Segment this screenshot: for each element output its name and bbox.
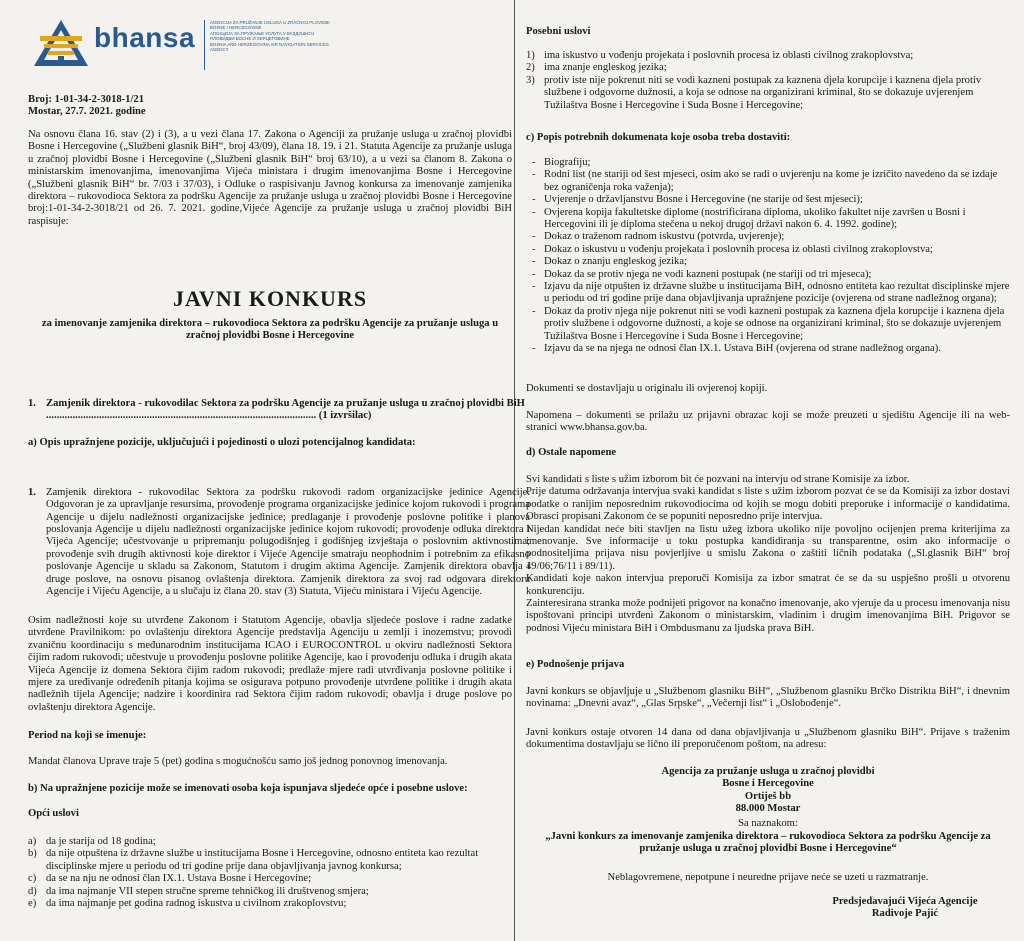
general-condition-item: a) da je starija od 18 godina; — [28, 836, 156, 847]
document-number: Broj: 1-01-34-2-3018-1/21 — [28, 94, 145, 105]
address-line: Bosne i Hercegovine — [722, 778, 814, 790]
document-subtitle: za imenovanje zamjenika direktora – rukovodioca Sektora za podršku Agencije za pružanje usluga u zračnoj plovidbi Bosne i Hercegovine — [41, 318, 499, 342]
bhansa-logo — [32, 10, 332, 80]
submission-address — [526, 766, 1010, 816]
address-line: Ortiješ bb — [744, 790, 792, 802]
period-heading: Period na koji se imenuje: — [28, 730, 147, 741]
general-conditions-heading: Opći uslovi — [28, 808, 79, 819]
section-a-paragraph: Osim nadležnosti koje su utvrđene Zakonom i Statutom Agencije, obavlja sljedeće poslove i radne zadatke utvrđene Pravilnikom: po ovlaštenju direktora Agencije predstavlja Agenciju u zemlji i inozemstvu; provodi zvaničnu koordinaciju s međunarodnim institucijama ICAO i EUROCONTROL u okviru nadležnosti Sektora čijim radom rukovodi; učestvuje u provođenju poslovne politike Agencije, kao i provođenju odluka i drugih akata Vijeća Agencije iz domena Sektora čijim radom rukovodi; predlaže mjere radi utvrđivanja poslovne politike i mjere za uređivanje određenih pitanja kojima se osigurava potpuno provođenje utvrđene politike i drugih akata nadležnih tijela Agencije; nadzire i koordinira rad Sektora čijim radom rukovodi; obavlja i druge poslove po ovlaštenju direktora Agencije. — [28, 615, 512, 713]
signature-title: Predsjedavajući Vijeća Agencije — [832, 896, 978, 907]
address-line: 88.000 Mostar — [735, 803, 801, 815]
document-item: - Dokaz o znanju engleskog jezika; — [532, 256, 687, 268]
note-paragraph: Zainteresirana stranka može podnijeti prigovor na konačno imenovanje, ako vjeruje da u procesu imenovanja nisu ispoštovani principi utvrđeni Zakonom o ministarskim, vladinim i drugim imenovanjima BiH. Prigovor se podnosi Vijeću ministara BiH i Ombdusmanu za ljudska prava BiH. — [526, 598, 1010, 634]
documents-note: Dokumenti se dostavljaju u originalu ili ovjerenoj kopiji. — [526, 383, 768, 394]
note-paragraph: Prije datuma održavanja intervjua svaki kandidat s liste s užim izborom pozvat će se da Komisiji za izbor dostavi podatke o ranijim neposrednim rukovodiocima od kojih se mogu dobiti preporuke i informacije o kandidatima. Obrasci propisani Zakonom će se popuniti neposredno prije intervjua. — [526, 486, 1010, 523]
note-paragraph: Kandidati koje nakon intervjua preporuči Komisija za izbor smatrat će se da su uspješno prošli u otvorenu konkurenciju. — [526, 573, 1010, 597]
document-item: - Rodni list (ne stariji od šest mjeseci, osim ako se radi o uvjerenju na kome je izričito navedeno da se izdaje bez ograničenja roka važenja); — [532, 169, 998, 193]
documents-remark: Napomena – dokumenti se prilažu uz prijavni obrazac koji se može preuzeti u sjedištu Agencije ili na web-stranici www.bhansa.gov.ba. — [526, 410, 1010, 434]
naznaka-text: „Javni konkurs za imenovanje zamjenika direktora – rukovodioca Sektora za podršku Agencije za pružanje usluga u zračnoj plovidbi Bosne i Hercegovine“ — [545, 831, 991, 855]
document-reference — [28, 94, 328, 119]
general-condition-item: c) da se na nju ne odnosi član IX.1. Ustava Bosne i Hercegovine; — [28, 873, 312, 885]
address-line: Agencija za pružanje usluga u zračnoj plovidbi — [661, 766, 875, 777]
logo-emblem-icon — [32, 16, 90, 72]
section-a-item: 1. Zamjenik direktora - rukovodilac Sektora za podršku rukovodi radom organizacijske jedinice Agencije. Odgovoran je za upravljanje resursima, provođenje programa organizacijske jedinice kojom rukovodi i programa Agencije u dijelu nadležnosti organizacijske jedinice; predlaganje i provođenje poslovne politike i planova poslovanja Agencije u dijelu nadležnosti organizacijske jedinice kojom rukovodi; provođenje odluka direktora i Vijeća Agencije; učestvovanje u pripremanju polugodišnjeg i godišnjeg izvještaja o poslovnim aktivnostima; provođenje svih drugih aktivnosti koje direktor i Vijeće Agencije smatraju neophodnim i potrebnim za efikasno poslovanje Agencije u skladu sa Zakonom, Statutom i drugim aktima Agencije. Zamjenik direktora obavlja i druge poslove, na osnovu pisanog ovlaštenja direktora. Zamjenik direktora za svoj rad odgovara direktoru Agencije i Vijeću Agencije, a u slučaju iz člana 20. stav (3) Statuta, Vijeću ministara i Vijeću Agencije. — [28, 486, 530, 598]
publication-paragraph: Javni konkurs se objavljuje u „Službenom glasniku BiH“, „Službenom glasniku Brčko Distrikta BiH“, i dnevnim novinama: „Dnevni avaz“, „Glas Srpske“, „Večernji list“ i „Oslobođenje“. — [526, 686, 1010, 710]
general-conditions-list — [28, 836, 512, 910]
closing-note: Neblagovremene, nepotpune i neuredne prijave neće se uzeti u razmatranje. — [607, 872, 929, 883]
document-item: - Dokaz o iskustvu u vođenju projekata i poslovnih procesa iz oblasti civilnog zrakoplovstva; — [532, 243, 933, 255]
document-item: - Biografiju; — [532, 157, 591, 168]
deadline-paragraph: Javni konkurs ostaje otvoren 14 dana od dana objavljivanja u „Službenom glasniku BiH“. Prijave s traženim dokumentima dostavljaju se lično ili preporučenom poštom, na adresu: — [526, 727, 1010, 751]
special-condition-item: 2) ima znanje engleskog jezika; — [526, 62, 667, 74]
note-paragraph: Nijedan kandidat neće biti stavljen na listu užeg izbora ukoliko nije povoljno ocijenjen prema kriterijima za imenovanje. Sve informacije u toku postupka kandidiranja su transparentne, osim ako informacije o podnositeljima prijava nisu povjerljive u smislu Zakona o zaštiti ličnih podataka („Sl.glasnik BiH“ broj 49/06;76/11 i 89/11). — [526, 523, 1010, 572]
special-conditions-heading: Posebni uslovi — [526, 26, 591, 37]
section-a-heading: a) Opis upražnjene pozicije, uključujući i pojedinosti o ulozi potencijalnog kandidata: — [28, 437, 416, 448]
document-item: - Izjavu da se na njega ne odnosi član IX.1. Ustava BiH (ovjerena od strane nadležnog organa). — [532, 343, 941, 355]
signature-block — [800, 896, 1010, 921]
period-text: Mandat članova Uprave traje 5 (pet) godina s mogućnošću samo još jednog ponovnog imenovanja. — [28, 756, 448, 767]
intro-paragraph: Na osnovu člana 16. stav (2) i (3), a u vezi člana 17. Zakona o Agenciji za pružanje usluga u zračnoj plovidbi Bosne i Hercegovine („Službeni glasnik BiH“, broj 43/09), člana 18. 19. i 21. Statuta Agencije za pružanje usluga u zračnoj plovidbi Bosne i Hercegovine („Službeni glasnik BiH“ broj 63/10), a u vezi sa članom 8. Zakona o ministarskim imenovanjima, imenovanjima Vijeća ministara i drugim imenovanjima Bosne i Hercegovine („Službeni glasnik BiH“ br. 7/03 i 37/03), i Odluke o raspisivanju Javnog konkursa za imenovanje zamjenika direktora – rukovodioca Sektora za podršku Agencije za pružanje usluga u zračnoj plovidbi Bosne i Hercegovine broj:1-01-34-2-3018/21 od 26. 7. 2021. godine,Vijeće Agencije za pružanje usluga u zračnoj plovidbi BiH raspisuje: — [28, 129, 512, 227]
document-item: - Izjavu da nije otpušten iz državne službe u institucijama BiH, odnosno entiteta kao rezultat disciplinske mjere u periodu od tri godine prije dana objavljivanja upražnjene pozicije (ovjerena od strane nadležnog organa); — [532, 281, 1010, 305]
document-item: - Dokaz da se protiv njega ne vodi kazneni postupak (ne stariji od tri mjeseca); — [532, 268, 872, 280]
logo-wordmark: bhansa — [94, 22, 196, 53]
document-title: JAVNI KONKURS — [172, 286, 368, 311]
special-condition-item: 3) protiv iste nije pokrenut niti se vodi kazneni postupak za kaznena djela korupcije i kaznena djela protiv službene i odgovorne dužnosti, a koja se odnose na organizirani kriminal, što se dokazuje uvjerenjem Tužilaštva Bosne i Hercegovine i Suda Bosne i Hercegovine; — [526, 74, 982, 111]
section-b-heading: b) Na upražnjene pozicije može se imenovati osoba koja ispunjava sljedeće opće i posebne uslove: — [28, 783, 468, 794]
documents-list — [526, 157, 1010, 356]
signature-name: Radivoje Pajić — [871, 908, 939, 920]
general-condition-item: d) da ima najmanje VII stepen stručne spreme tehničkog ili društvenog smjera; — [28, 885, 369, 897]
position-line: 1. Zamjenik direktora - rukovodilac Sektora za podršku Agencije za pružanje usluga u zračnoj plovidbi BiH ...................................................................................................... (1 izvršilac) — [28, 398, 525, 422]
document-item: - Dokaz da protiv njega nije pokrenut niti se vodi kazneni postupak za kaznena djela korupcije i kaznena djela protiv službene i odgovorne dužnosti, a koje se odnose na organizirani kriminal, što se dokazuje uvjerenjem Tužilaštva Bosne i Hercegovine i Suda Bosne i Hercegovine; — [532, 305, 1005, 342]
special-condition-item: 1) ima iskustvo u vođenju projekata i poslovnih procesa iz oblasti civilnog zrakoplovstva; — [526, 50, 914, 61]
logo-agency-text: AGENCIJA ZA PRUŽANJE USLUGA U ZRAČNOJ PLOVIDBI BOSNE I HERCEGOVINE АГЕНЦИЈА ЗА ПРУЖАЊЕ УСЛУГА У ВАЗДУШНОЈ ПЛОВИДБИ БОСНЕ И ХЕРЦЕГОВИНЕ BOSNIA AND HERZEGOVINA AIR NAVIGATION SERVICES AGENCY — [210, 20, 330, 53]
logo-separator — [204, 20, 205, 70]
section-e-heading: e) Podnošenje prijava — [526, 659, 625, 670]
general-condition-item: e) da ima najmanje pet godina radnog iskustva u civilnom zrakoplovstvu; — [28, 898, 347, 910]
section-d-heading: d) Ostale napomene — [526, 447, 617, 458]
general-condition-item: b) da nije otpuštena iz državne službe u institucijama Bosne i Hercegovine, odnosno entiteta kao rezultat disciplinske mjere u periodu od tri godine prije dana objavljivanja javnog konkursa; — [28, 848, 479, 872]
naznaka-label: Sa naznakom: — [738, 818, 798, 829]
document-item: - Ovjerena kopija fakultetske diplome (nostrificirana diploma, ukoliko fakultet nije završen u Bosni i Hercegovini ili je diploma stečena u nekoj drugoj državi nakon 6. 4. 1992. godine); — [532, 206, 966, 231]
special-conditions-list — [526, 50, 1010, 112]
note-paragraph: Svi kandidati s liste s užim izborom bit će pozvani na intervju od strane Komisije za izbor. — [526, 474, 910, 485]
document-item: - Dokaz o traženom radnom iskustvu (potvrda, uvjerenje); — [532, 231, 785, 243]
section-c-heading: c) Popis potrebnih dokumenata koje osoba treba dostaviti: — [526, 132, 791, 143]
other-notes — [526, 474, 1010, 635]
column-divider — [514, 0, 515, 941]
document-item: - Uvjerenje o državljanstvu Bosne i Hercegovine (ne starije od šest mjeseci); — [532, 194, 863, 206]
left-column — [22, 0, 530, 910]
document-date: Mostar, 27.7. 2021. godine — [28, 106, 146, 118]
